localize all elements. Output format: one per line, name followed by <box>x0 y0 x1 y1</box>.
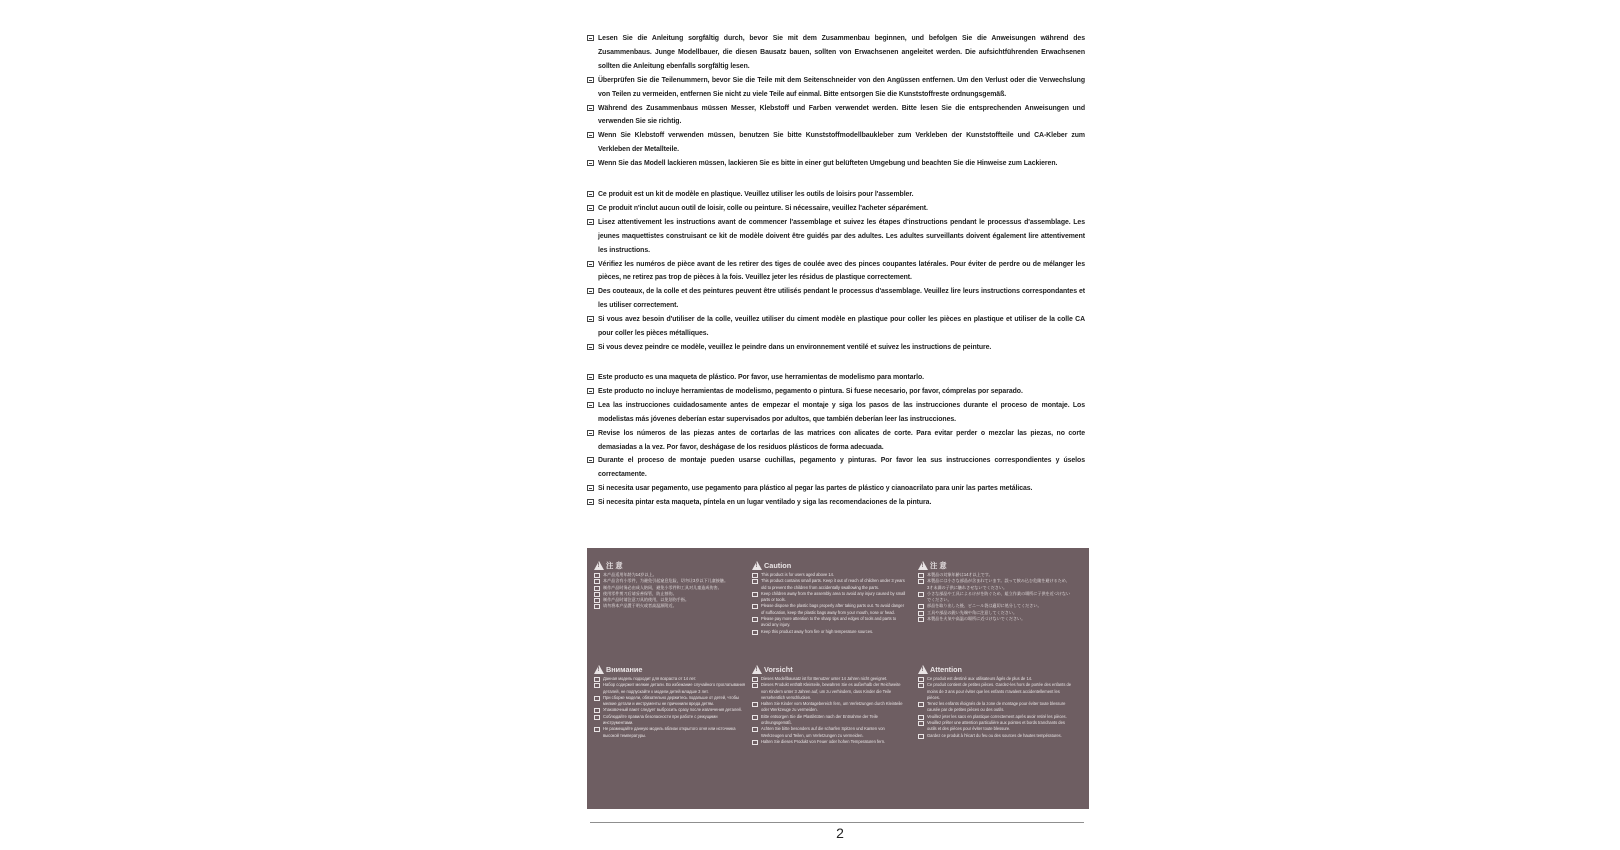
bullet-icon <box>752 604 758 609</box>
warning-text: 制作产品时务必由成人陪同，避免小零件和工具对儿童造成伤害。 <box>603 584 722 590</box>
warning-line <box>752 616 906 629</box>
warning-line <box>918 591 1072 604</box>
bullet-icon <box>587 457 594 463</box>
bullet-icon <box>752 592 758 597</box>
bullet-icon <box>587 430 594 436</box>
warning-de <box>752 664 906 745</box>
instruction-item <box>587 258 1085 286</box>
bullet-icon <box>752 740 758 745</box>
warning-triangle-icon <box>752 561 762 570</box>
warning-line <box>918 720 1072 733</box>
warning-text: 本製品には小さな部品が含まれています。誤って飲み込む危険を避けるため、3才未満の子供に触れさせないでください。 <box>927 578 1070 590</box>
warning-title: Caution <box>764 561 792 570</box>
bullet-icon <box>587 191 594 197</box>
warning-line <box>752 682 906 701</box>
instruction-item <box>587 482 1085 496</box>
bullet-icon <box>587 288 594 294</box>
bullet-icon <box>587 402 594 408</box>
instruction-item <box>587 385 1085 399</box>
warning-text: Halten Sie dieses Produkt von Feuer oder hohen Temperaturen fern. <box>761 738 886 744</box>
bullet-icon <box>594 696 600 701</box>
warning-line <box>752 591 906 604</box>
instruction-text: Lisez attentivement les instructions avant de commencer l'assemblage et suivez les étapes d'instructions pendant le processus d'assemblage. Les jeunes maquettistes construisant ce kit de modèle doivent être guidés par des adultes. Les adultes surveillants doivent également lire attentivement les instructions. <box>598 218 1085 254</box>
warning-text: Bitte entsorgen Sie die Plastiktüten nach der Entnahme der Teile ordnungsgemäß. <box>761 713 878 726</box>
warning-line <box>594 682 748 695</box>
instruction-text: Si vous avez besoin d'utiliser de la colle, veuillez utiliser du ciment modèle en plastique pour coller les pièces en plastique et utiliser de la colle CA pour coller les pièces métalliques. <box>598 316 1085 338</box>
warning-text: Данная модель подходит для возраста от 14 лет. <box>603 676 697 681</box>
warning-line <box>594 714 748 727</box>
warning-line <box>752 714 906 727</box>
warning-text: Tenez les enfants éloignés de la zone de montage pour éviter toute blessure causée par de petites pièces ou des outils. <box>927 701 1066 713</box>
warning-title: Attention <box>930 665 963 674</box>
bullet-icon <box>587 261 594 267</box>
warning-text: This product contains small parts. Keep it out of reach of children under 3 years old to prevent the children from accidentally swallowing the parts. <box>761 578 905 590</box>
warning-text: Veuillez jeter les sacs en plastique correctement après avoir retiré les pièces. <box>927 713 1067 719</box>
instruction-text: Des couteaux, de la colle et des peintures peuvent être utilisés pendant le processus d'assemblage. Veuillez lire leurs instructions correspondantes et les utiliser correctement. <box>598 288 1085 310</box>
instruction-text: Wenn Sie das Modell lackieren müssen, lackieren Sie es bitte in einer gut belüfteten Umgebung und beachten Sie die Hinweise zum Lackieren. <box>598 160 1058 168</box>
bullet-icon <box>752 579 758 584</box>
instruction-item <box>587 454 1085 482</box>
instruction-text: Lea las instrucciones cuidadosamente antes de empezar el montaje y siga los pasos de las instrucciones durante el proceso de montaje. Los modelistas más jóvenes deberían estar supervisados por adultos, que también deberían leer las instrucciones. <box>598 401 1085 423</box>
warning-triangle-icon <box>752 665 762 674</box>
warning-text: Please pay more attention to the sharp tips and edges of tools and parts to avoid any injury. <box>761 616 897 628</box>
bullet-icon <box>587 499 594 505</box>
instruction-page <box>540 0 1100 850</box>
warning-line <box>918 682 1072 701</box>
bullet-icon <box>587 105 594 111</box>
bullet-icon <box>918 604 924 609</box>
warning-triangle-icon <box>918 561 928 570</box>
instruction-item <box>587 313 1085 341</box>
warning-ja <box>918 560 1072 622</box>
instruction-text: Si necesita pintar esta maqueta, píntela en un lugar ventilado y siga las recomendaciones de la pintura. <box>598 499 932 507</box>
warning-text: 使用零件剪刀后请妥善保管，防止割伤。 <box>603 590 677 596</box>
instruction-text: Vérifiez les numéros de pièce avant de les retirer des tiges de coulée avec des pinces coupantes latérales. Pour éviter de perdre ou de mélanger les pièces, ne retirez pas trop de pièces à la fois. Veuillez jeter les résidus de plastique correctement. <box>598 260 1085 282</box>
warning-title: 注 意 <box>930 561 947 570</box>
bullet-icon <box>587 388 594 394</box>
instruction-item <box>587 74 1085 102</box>
bullet-icon <box>918 702 924 707</box>
bullet-icon <box>752 573 758 578</box>
warning-text: 小さな部品や工具によるけがを防ぐため、組立作業の場所に子供を近づけないでください。 <box>927 590 1071 603</box>
warning-triangle-icon <box>594 665 604 674</box>
warning-en <box>752 560 906 635</box>
bullet-icon <box>594 683 600 688</box>
bullet-icon <box>594 677 600 682</box>
bullet-icon <box>752 683 758 688</box>
instruction-text: Si vous devez peindre ce modèle, veuillez le peindre dans un environnement ventilé et suivez les instructions de peinture. <box>598 343 992 351</box>
warning-line <box>918 733 1072 739</box>
footer-rule <box>590 822 1084 823</box>
french-instructions <box>587 188 1085 355</box>
instruction-text: Überprüfen Sie die Teilenummern, bevor Sie die Teile mit dem Seitenschneider von den Angüssen entfernen. Um den Verlust oder die Verwechslung von Teilen zu vermeiden, entfernen Sie nicht zu viele Teile auf einmal. Bitte entsorgen Sie die Kunststoffreste ordnungsgemäß. <box>598 76 1085 98</box>
bullet-icon <box>918 683 924 688</box>
warning-line <box>752 603 906 616</box>
bullet-icon <box>752 630 758 635</box>
warning-line <box>752 629 906 635</box>
instruction-text: Lesen Sie die Anleitung sorgfältig durch, bevor Sie mit dem Zusammenbau beginnen, und befolgen Sie die Anweisungen während des Zusammenbaus. Junge Modellbauer, die diesen Bausatz bauen, sollten von Erwachsenen angeleitet werden. Die aufsichtführenden Erwachsenen sollten die Anleitung ebenfalls sorgfältig lesen. <box>598 35 1085 70</box>
warning-text: 工具や部品の鋭い先端や角に注意してください。 <box>927 609 1018 615</box>
bullet-icon <box>918 721 924 726</box>
warning-text: Veuillez prêter une attention particulière aux pointes et bords tranchants des outils et des pièces pour éviter toute blessure. <box>927 720 1065 732</box>
bullet-icon <box>594 592 600 597</box>
warning-title: Vorsicht <box>764 665 793 674</box>
bullet-icon <box>918 592 924 597</box>
page-number: 2 <box>836 825 844 841</box>
bullet-icon <box>918 617 924 622</box>
instruction-item <box>587 341 1085 355</box>
instruction-text: Wenn Sie Klebstoff verwenden müssen, benutzen Sie bitte Kunststoffmodellbaukleber zum Verkleben der Kunststoffteile und CA-Kleber zum Verkleben der Metallteile. <box>598 132 1085 154</box>
instruction-item <box>587 129 1085 157</box>
bullet-icon <box>594 715 600 720</box>
warning-text: Ce produit contient de petites pièces. Gardez-les hors de portée des enfants de moins de 3 ans pour éviter que les enfants n'avalent accidentellement les pièces. <box>927 682 1072 700</box>
bullet-icon <box>752 727 758 732</box>
bullet-icon <box>918 611 924 616</box>
warning-title: Внимание <box>606 665 643 674</box>
warning-line <box>752 701 906 714</box>
instruction-item <box>587 496 1085 510</box>
warning-line <box>918 701 1072 714</box>
warning-text: Keep children away from the assembly area to avoid any injury caused by small parts or tools. <box>761 590 906 603</box>
warning-text: Gardez ce produit à l'écart du feu ou des sources de hautes températures. <box>927 732 1062 738</box>
spanish-instructions <box>587 371 1085 510</box>
instruction-text: Ce produit n'inclut aucun outil de loisir, colle ou peinture. Si nécessaire, veuillez l'acheter séparément. <box>598 204 928 212</box>
german-instructions <box>587 32 1085 171</box>
bullet-icon <box>587 77 594 83</box>
bullet-icon <box>587 316 594 322</box>
warning-text: При сборке модели, обязательно держитесь подальше от детей, чтобы мелкие детали и инструменты не причинили вреда детям. <box>603 694 739 707</box>
warning-text: 请勿将本产品置于明火或者高温源附近。 <box>603 603 677 609</box>
warning-text: 制作产品时请注意刀具的使用，以免划伤手指。 <box>603 597 689 603</box>
warning-line <box>752 739 906 745</box>
bullet-icon <box>594 727 600 732</box>
bullet-icon <box>587 485 594 491</box>
bullet-icon <box>594 579 600 584</box>
bullet-icon <box>918 579 924 584</box>
warning-text: Please dispose the plastic bags properly after taking parts out. To avoid danger of suffocation, keep the plastic bags away from your mouth, nose or head. <box>761 603 905 615</box>
bullet-icon <box>918 573 924 578</box>
bullet-icon <box>752 677 758 682</box>
warning-title: 注 意 <box>606 561 623 570</box>
warning-text: 本製品を火気や高温の場所に近づけないでください。 <box>927 616 1026 622</box>
warning-text: Dieses Modellbausatz ist für Benutzer unter 14 Jahren nicht geeignet. <box>761 676 888 681</box>
safety-warning-box <box>587 548 1089 809</box>
warning-text: Ce produit est destiné aux utilisateurs âgés de plus de 14. <box>927 676 1033 681</box>
instruction-item <box>587 216 1085 258</box>
bullet-icon <box>918 734 924 739</box>
instruction-item <box>587 32 1085 74</box>
bullet-icon <box>752 702 758 707</box>
warning-line <box>594 726 748 739</box>
warning-text: Keep this product away from fire or high temperature sources. <box>761 628 874 634</box>
bullet-icon <box>594 598 600 603</box>
warning-text: Halten Sie Kinder vom Montagebereich fern, um Verletzungen durch Kleinteile oder Werkzeuge zu vermeiden. <box>761 701 903 713</box>
bullet-icon <box>752 715 758 720</box>
bullet-icon <box>587 132 594 138</box>
warning-zh <box>594 560 748 610</box>
bullet-icon <box>594 586 600 591</box>
bullet-icon <box>587 160 594 166</box>
warning-line <box>752 578 906 591</box>
warning-line <box>594 695 748 708</box>
warning-text: Dieses Produkt enthält Kleinteile, bewahren Sie es außerhalb der Reichweite von Kindern unter 3 Jahren auf, um zu verhindern, dass Kinder die Teile versehentlich verschlucken. <box>761 682 901 700</box>
bullet-icon <box>587 35 594 41</box>
bullet-icon <box>587 374 594 380</box>
instruction-item <box>587 285 1085 313</box>
warning-fr <box>918 664 1072 739</box>
warning-text: Набор содержит мелкие детали. Во избежание случайного проглатывания деталей, не подпускайте к модели детей младше 3 лет. <box>603 682 745 694</box>
warning-triangle-icon <box>918 665 928 674</box>
bullet-icon <box>752 617 758 622</box>
instruction-item <box>587 202 1085 216</box>
bullet-icon <box>587 344 594 350</box>
instruction-text: Durante el proceso de montaje pueden usarse cuchillas, pegamento y pinturas. Por favor lea sus instrucciones correspondientes y úselos correctamente. <box>598 457 1085 479</box>
instruction-item <box>587 427 1085 455</box>
warning-triangle-icon <box>594 561 604 570</box>
warning-line <box>594 603 748 609</box>
bullet-icon <box>587 205 594 211</box>
bullet-icon <box>594 604 600 609</box>
warning-line <box>918 616 1072 622</box>
warning-line <box>752 726 906 739</box>
warning-text: Не размещайте данную модель вблизи открытого огня или источника высокой температуры. <box>603 726 736 738</box>
warning-text: 本产品含有小零件，为避免引起窒息危险，切勿让3岁以下儿童接触。 <box>603 578 729 584</box>
warning-text: This product is for users aged above 14. <box>761 572 835 577</box>
warning-line <box>918 578 1072 591</box>
instruction-text: Revise los números de las piezas antes de cortarlas de las matrices con alicates de corte. Para evitar perder o mezclar las piezas, no corte demasiadas a la vez. Por favor, deshágase de los residuos plásticos de forma adecuada. <box>598 429 1085 451</box>
warning-text: Соблюдайте правила безопасности при работе с режущими инструментами. <box>603 713 718 726</box>
warning-ru <box>594 664 748 739</box>
warning-text: 本製品の対象年齢は14才以上です。 <box>927 572 993 577</box>
warning-text: Упаковочный пакет следует выбросить сразу после извлечения деталей. <box>603 707 742 713</box>
instruction-text: Ce produit est un kit de modèle en plastique. Veuillez utiliser les outils de loisirs pour l'assembler. <box>598 191 914 198</box>
bullet-icon <box>918 677 924 682</box>
instruction-item <box>587 188 1085 202</box>
bullet-icon <box>594 573 600 578</box>
instruction-text: Während des Zusammenbaus müssen Messer, Klebstoff und Farben verwendet werden. Bitte lesen Sie die entsprechenden Anweisungen und verwenden Sie sie richtig. <box>598 104 1085 126</box>
instruction-text: Este producto no incluye herramientas de modelismo, pegamento o pintura. Si fuese necesario, por favor, cómprelas por separado. <box>598 387 1023 395</box>
instruction-text: Si necesita usar pegamento, use pegamento para plástico al pegar las partes de plástico y cianoacrilato para unir las partes metálicas. <box>598 485 1033 493</box>
bullet-icon <box>587 219 594 225</box>
warning-text: 本产品适用年龄为14岁以上。 <box>603 572 657 577</box>
warning-text: Achten Sie bitte besonders auf die scharfen Spitzen und Kanten von Werkzeugen und Teilen, um Verletzungen zu vermeiden. <box>761 726 885 738</box>
instruction-item <box>587 157 1085 171</box>
instruction-item <box>587 102 1085 130</box>
bullet-icon <box>594 708 600 713</box>
instruction-text: Este producto es una maqueta de plástico. Por favor, use herramientas de modelismo para montarlo. <box>598 374 924 381</box>
instruction-item <box>587 399 1085 427</box>
warning-text: 部品を取り出した後、ビニール袋は適切に処分してください。 <box>927 603 1042 609</box>
instruction-item <box>587 371 1085 385</box>
bullet-icon <box>918 715 924 720</box>
